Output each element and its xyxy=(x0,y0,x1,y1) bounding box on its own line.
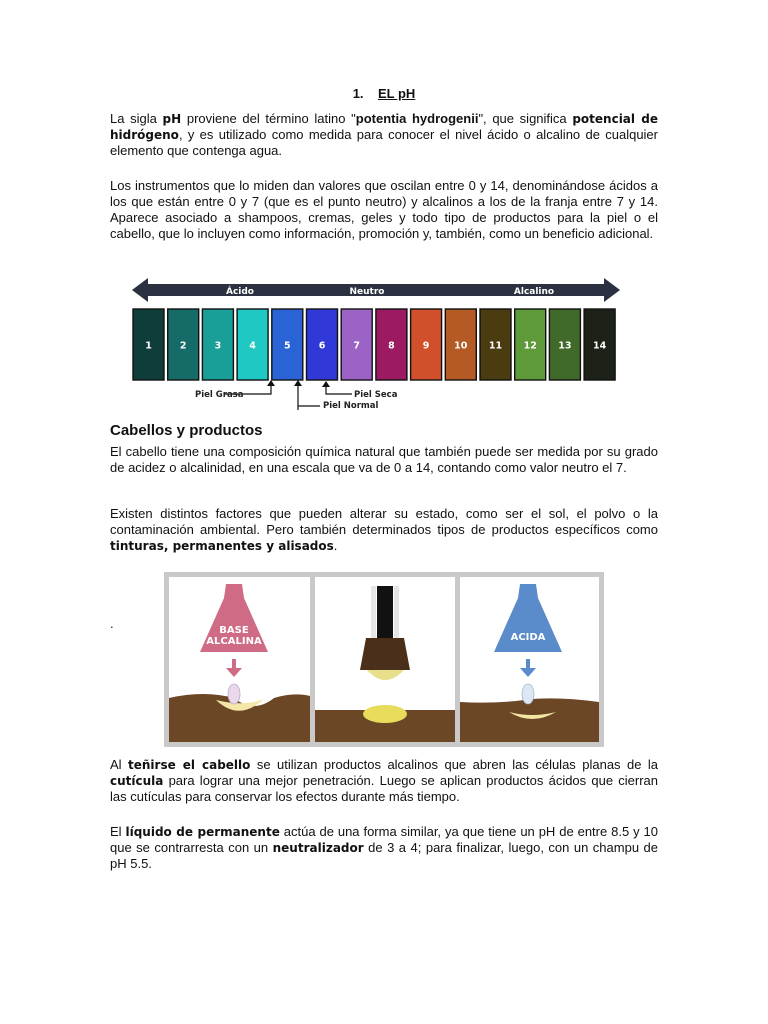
acid-label: ACIDA xyxy=(510,632,546,643)
text-run: Existen distintos factores que pueden alterar su estado, como ser el sol, el polvo o la contaminación ambiental. Pero también determinados tipos de productos específicos como xyxy=(110,506,658,537)
paragraph-dyeing xyxy=(110,757,658,805)
text-run: El xyxy=(110,824,126,839)
paragraph-hair-composition: El cabello tiene una composición química natural que también puede ser medida por su grado de acidez o alcalinidad, en una escala que va de 0 a 14, contando como valor neutro el 7. xyxy=(110,444,658,475)
text-run: ", que significa xyxy=(478,111,573,126)
ph-cell-label-7: 7 xyxy=(353,340,361,352)
ph-cell-label-11: 11 xyxy=(488,340,503,352)
stray-period: . xyxy=(110,616,114,631)
ph-double-arrow xyxy=(132,278,620,302)
piel-seca-leader xyxy=(326,384,352,394)
text-run: se utilizan productos alcalinos que abren las células planas de la xyxy=(250,757,659,772)
ph-cell-label-4: 4 xyxy=(249,340,256,352)
arrow-label-alkaline: Alcalino xyxy=(513,287,555,297)
drop-icon xyxy=(522,684,534,704)
section-title xyxy=(110,86,658,101)
ph-cell-label-9: 9 xyxy=(422,340,430,352)
ph-cell-label-2: 2 xyxy=(179,340,187,352)
alkaline-label-line2: ALCALINA xyxy=(206,636,262,647)
label-piel-seca: Piel Seca xyxy=(354,390,398,400)
ph-cell-label-5: 5 xyxy=(283,340,291,352)
text-run: proviene del término latino " xyxy=(181,111,356,126)
ph-cell-label-13: 13 xyxy=(558,340,572,352)
section-title-text: EL pH xyxy=(377,86,416,101)
section-number: 1. xyxy=(352,86,364,101)
arrow-label-acid: Ácido xyxy=(225,287,255,297)
paragraph-perm xyxy=(110,824,658,872)
brush-handle-icon xyxy=(377,586,393,642)
text-run: de 3 a 4; para finalizar, luego, con un champu de pH 5.5. xyxy=(110,840,659,871)
text-run: . xyxy=(333,538,338,553)
bold-term: neutralizador xyxy=(272,841,364,855)
down-arrow-icon xyxy=(526,659,530,669)
ph-cell-label-8: 8 xyxy=(388,340,395,352)
ph-cell-label-1: 1 xyxy=(145,340,152,352)
drop-icon xyxy=(228,684,240,704)
down-arrow-icon xyxy=(232,659,236,669)
bold-term: líquido de permanente xyxy=(125,825,280,839)
ph-cell-label-6: 6 xyxy=(318,340,326,352)
text-run: La sigla xyxy=(110,111,163,126)
product-puddle xyxy=(363,705,407,723)
label-piel-grasa: Piel Grasa xyxy=(195,390,244,400)
ph-cell-label-3: 3 xyxy=(214,340,222,352)
bold-term: potentia hydrogenii xyxy=(355,111,479,126)
bold-term: cutícula xyxy=(110,774,164,788)
bold-term: teñirse el cabello xyxy=(128,758,251,772)
annotation-arrowheads xyxy=(267,380,330,387)
panel-acid xyxy=(460,577,599,742)
ph-cell-label-14: 14 xyxy=(592,340,607,352)
text-run: , y es utilizado como medida para conocer el nivel ácido o alcalino de cualquier elemento que contenga agua. xyxy=(110,127,658,158)
paragraph-ph-definition xyxy=(110,111,658,159)
brush-bristles-icon xyxy=(360,638,410,670)
section-heading: Cabellos y productos xyxy=(110,422,263,440)
hair-ph-illustration xyxy=(164,572,604,747)
ph-cells xyxy=(133,309,615,380)
hair-soil xyxy=(460,698,599,742)
panel-alkaline-base xyxy=(169,577,310,742)
text-run: para lograr una mejor penetración. Luego se aplican productos ácidos que cierran las cutículas para conservar los efectos durante más tiempo. xyxy=(110,773,658,804)
bold-term: potencial de hidrógeno xyxy=(110,112,658,142)
bold-term: tinturas, permanentes y alisados xyxy=(110,539,334,553)
ph-scale-figure xyxy=(130,276,630,411)
panel-hair-brush xyxy=(315,577,455,742)
alkaline-label-line1: BASE xyxy=(219,625,249,636)
text-run: Al xyxy=(110,757,128,772)
paragraph-instruments: Los instrumentos que lo miden dan valores que oscilan entre 0 y 14, denominándose ácidos a los que están entre 0 y 7 (que es el punto neutro) y alcalinos a los de la franja entre 7 y 14. Aparece asociado a shampoos, cremas, geles y todo tipo de productos para la piel o el cabello, que lo incluyen como información, promoción y, también, como un beneficio adicional. xyxy=(110,178,658,241)
bold-term: pH xyxy=(162,112,182,126)
ph-cell-label-10: 10 xyxy=(454,340,468,352)
ph-cell-label-12: 12 xyxy=(523,340,537,352)
arrow-label-neutral: Neutro xyxy=(349,287,385,297)
label-piel-normal: Piel Normal xyxy=(323,401,379,411)
paragraph-factors xyxy=(110,506,658,554)
text-run: actúa de una forma similar, ya que tiene un pH de entre 8.5 y 10 que se contrarresta con un xyxy=(110,824,659,855)
